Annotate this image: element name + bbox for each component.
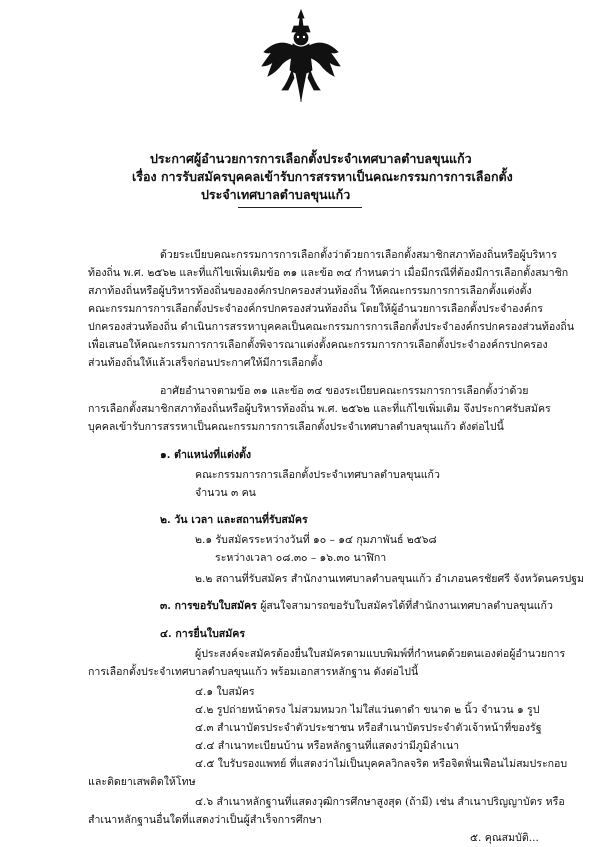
section-1-line-1: คณะกรรมการการเลือกตั้งประจำเทศบาลตำบลขุนแก้ว [195, 469, 440, 481]
garuda-emblem-icon [258, 8, 344, 104]
p1-line-4: คณะกรรมการการเลือกตั้งประจำองค์กรปกครองส่วนท้องถิ่น โดยให้ผู้อำนวยการเลือกตั้งประจำองค์กร [88, 303, 543, 315]
section-1-line-2: จำนวน ๓ คน [195, 487, 256, 499]
p1-line-1: ด้วยระเบียบคณะกรรมการการเลือกตั้งว่าด้วยการเลือกตั้งสมาชิกสภาท้องถิ่นหรือผู้บริหาร [160, 249, 557, 261]
continued-next-page: ๕. คุณสมบัติ... [470, 832, 539, 844]
p1-line-7: ส่วนท้องถิ่นให้แล้วเสร็จก่อนประกาศให้มีการเลือกตั้ง [88, 357, 323, 369]
section-4-item-3: ๔.๓ สำเนาบัตรประจำตัวประชาชน หรือสำเนาบัตรประจำตัวเจ้าหน้าที่ของรัฐ [195, 722, 542, 734]
p2-line-2: การเลือกตั้งสมาชิกสภาท้องถิ่นหรือผู้บริหารท้องถิ่น พ.ศ. ๒๕๖๒ และที่แก้ไขเพิ่มเติม จึงประกาศรับสมัคร [88, 403, 551, 415]
title-divider [238, 207, 362, 208]
section-3-text: ผู้สนใจสามารถขอรับใบสมัครได้ที่สำนักงานเทศบาลตำบลขุนแก้ว [256, 600, 553, 612]
section-4-item-5a: ๔.๕ ใบรับรองแพทย์ ที่แสดงว่าไม่เป็นบุคคลวิกลจริต หรือจิตฟั่นเฟือนไม่สมประกอบ [195, 758, 568, 770]
p1-line-2: ท้องถิ่น พ.ศ. ๒๕๖๒ และที่แก้ไขเพิ่มเติมข้อ ๓๑ และข้อ ๓๔ กำหนดว่า เมื่อมีกรณีที่ต้องมีการเลือกตั้งสมาชิก [88, 267, 569, 279]
section-3-title: ๓. การขอรับใบสมัคร [160, 600, 257, 612]
section-4-title: ๔. การยื่นใบสมัคร [160, 628, 246, 640]
title-line-2: เรื่อง การรับสมัครบุคคลเข้ารับการสรรหาเป็นคณะกรรมการการเลือกตั้ง [132, 169, 513, 184]
title-line-3: ประจำเทศบาลตำบลขุนแก้ว [201, 187, 351, 202]
p1-line-5: ปกครองส่วนท้องถิ่น ดำเนินการสรรหาบุคคลเป็นคณะกรรมการการเลือกตั้งประจำองค์กรปกครองส่วนท้องถิ่น [88, 321, 575, 333]
section-4-item-4: ๔.๔ สำเนาทะเบียนบ้าน หรือหลักฐานที่แสดงว่ามีภูมิลำเนา [195, 740, 460, 752]
section-4-item-6a: ๔.๖ สำเนาหลักฐานที่แสดงวุฒิการศึกษาสูงสุด (ถ้ามี) เช่น สำเนาปริญญาบัตร หรือ [195, 796, 565, 808]
section-1-title: ๑. ตำแหน่งที่แต่งตั้ง [160, 449, 252, 461]
p1-line-3: สภาท้องถิ่นหรือผู้บริหารท้องถิ่นขององค์กรปกครองส่วนท้องถิ่น ให้คณะกรรมการการเลือกตั้งแต่งตั้ง [88, 285, 532, 297]
section-2-line-1: ๒.๑ รับสมัครระหว่างวันที่ ๑๐ – ๑๔ กุมภาพันธ์ ๒๕๖๘ [195, 534, 437, 546]
section-4-item-2: ๔.๒ รูปถ่ายหน้าตรง ไม่สวมหมวก ไม่ใส่แว่นตาดำ ขนาด ๒ นิ้ว จำนวน ๑ รูป [195, 704, 540, 716]
section-2-line-3: ๒.๒ สถานที่รับสมัคร สำนักงานเทศบาลตำบลขุนแก้ว อำเภอนครชัยศรี จังหวัดนครปฐม [195, 573, 585, 585]
p2-line-3: บุคคลเข้ารับการสรรหาเป็นคณะกรรมการการเลือกตั้งประจำเทศบาลตำบลขุนแก้ว ดังต่อไปนี้ [88, 421, 504, 433]
p1-line-6: เพื่อเสนอให้คณะกรรมการการเลือกตั้งพิจารณาแต่งตั้งคณะกรรมการการเลือกตั้งประจำองค์กรปกครอง [88, 339, 548, 351]
section-3-line [160, 599, 553, 613]
section-4-item-5b: และติดยาเสพติดให้โทษ [88, 776, 196, 788]
section-4-line-1: ผู้ประสงค์จะสมัครต้องยื่นใบสมัครตามแบบพิมพ์ที่กำหนดด้วยตนเองต่อผู้อำนวยการ [195, 648, 566, 660]
section-4-item-1: ๔.๑ ใบสมัคร [195, 686, 255, 698]
section-4-line-2: การเลือกตั้งประจำเทศบาลตำบลขุนแก้ว พร้อมเอกสารหลักฐาน ดังต่อไปนี้ [88, 666, 419, 678]
section-4-item-6b: สำเนาหลักฐานอื่นใดที่แสดงว่าเป็นผู้สำเร็จการศึกษา [88, 814, 322, 826]
p2-line-1: อาศัยอำนาจตามข้อ ๓๑ และข้อ ๓๔ ของระเบียบคณะกรรมการการเลือกตั้งว่าด้วย [160, 385, 529, 397]
section-2-line-2: ระหว่างเวลา ๐๘.๓๐ – ๑๖.๓๐ นาฬิกา [215, 552, 387, 564]
section-2-title: ๒. วัน เวลา และสถานที่รับสมัคร [160, 514, 308, 526]
title-line-1: ประกาศผู้อำนวยการการเลือกตั้งประจำเทศบาลตำบลขุนแก้ว [150, 151, 472, 166]
